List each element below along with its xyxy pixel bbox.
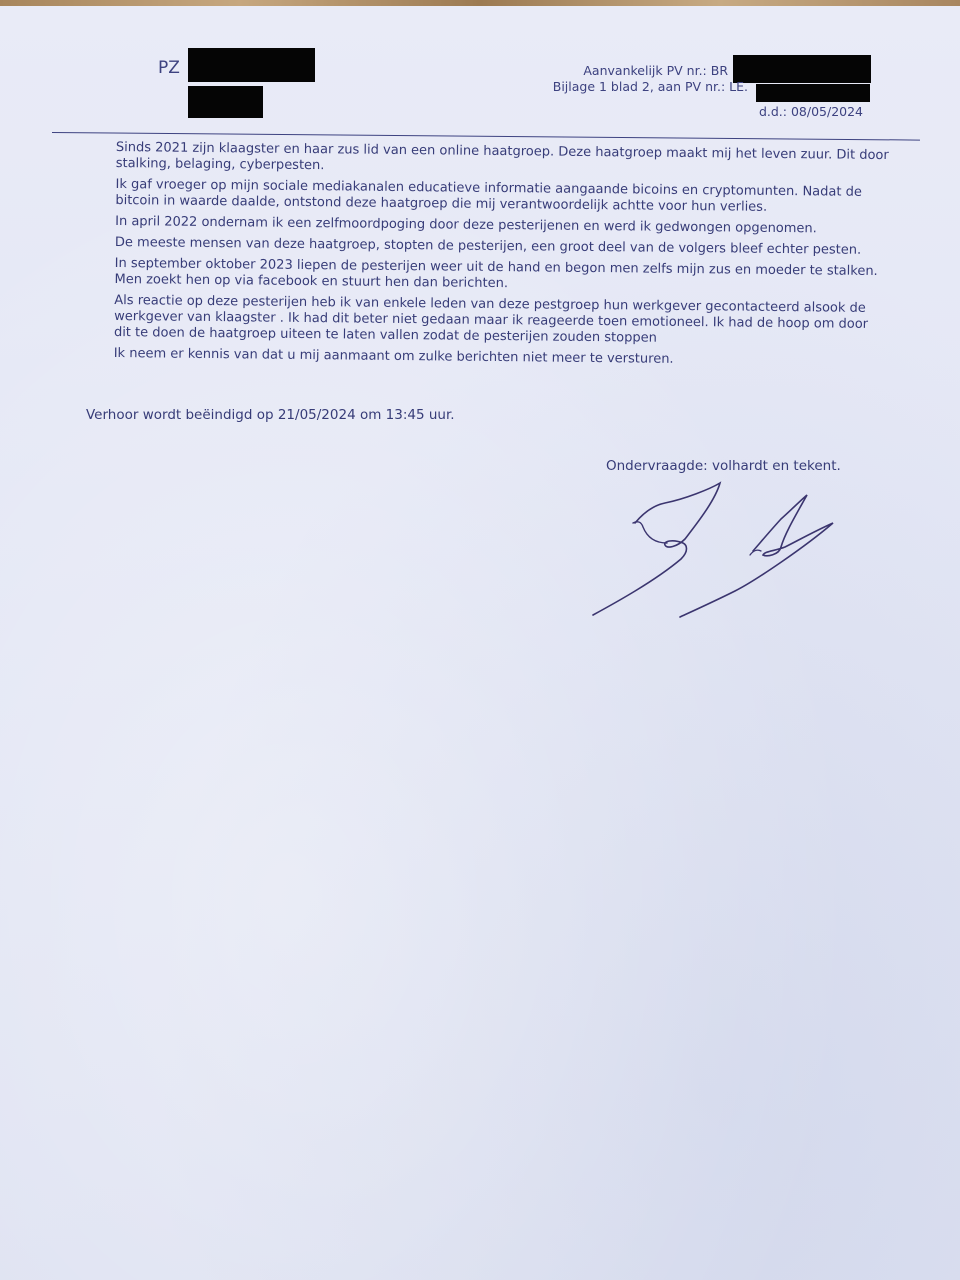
redaction-box-ref-1: [733, 55, 871, 83]
header-ref-line-2: Bijlage 1 blad 2, aan PV nr.: LE.: [552, 79, 748, 94]
handwritten-signature: [585, 471, 845, 631]
statement-paragraph: Als reactie op deze pesterijen heb ik van enkele leden van deze pestgroep hun werkgever gecontacteerd alsook de werkgever van klaagster . Ik had dit beter niet gedaan maar ik reageerde toen emotioneel. Ik had de hoop om door dit te doen de haatgroep uiteen te laten vallen zodat de pesterijen zouden stoppen: [113, 292, 869, 346]
statement-paragraph: Sinds 2021 zijn klaagster en haar zus lid van een online haatgroep. Deze haatgroep maakt mij het leven zuur. Dit door stalking, belaging, cyberpesten.: [115, 140, 889, 174]
header-left-prefix: PZ: [158, 58, 180, 78]
redaction-box-ref-2: [756, 84, 870, 102]
header-divider: [52, 132, 920, 141]
redaction-box-name-2: [188, 86, 263, 118]
statement-paragraph: Ik gaf vroeger op mijn sociale mediakanalen educatieve informatie aangaande bicoins en cryptomunten. Nadat de bitcoin in waarde daalde, ontstond deze haatgroep die mij verantwoordelijk achtte voor hun verlies.: [115, 176, 862, 215]
statement-paragraph: In september oktober 2023 liepen de pesterijen weer uit de hand en begon men zelfs mijn zus en moeder te stalken. Men zoekt hen op via facebook en stuurt hen dan berichten.: [114, 255, 878, 292]
statement-paragraph: In april 2022 ondernam ik een zelfmoordpoging door deze pesterijenen en werd ik gedwongen opgenomen.: [115, 213, 817, 237]
header-date: d.d.: 08/05/2024: [758, 104, 863, 119]
header-ref-line-1: Aanvankelijk PV nr.: BR: [583, 63, 728, 78]
statement-body: [114, 140, 891, 375]
statement-paragraph: De meeste mensen van deze haatgroep, stopten de pesterijen, een groot deel van de volgers bleef echter pesten.: [114, 234, 862, 258]
redaction-box-name: [188, 48, 315, 82]
document-page: [0, 6, 960, 1280]
closing-line: Verhoor wordt beëindigd op 21/05/2024 om 13:45 uur.: [86, 407, 455, 423]
statement-paragraph: Ik neem er kennis van dat u mij aanmaant om zulke berichten niet meer te versturen.: [113, 345, 674, 367]
signoff-line: Ondervraagde: volhardt en tekent.: [606, 458, 841, 474]
